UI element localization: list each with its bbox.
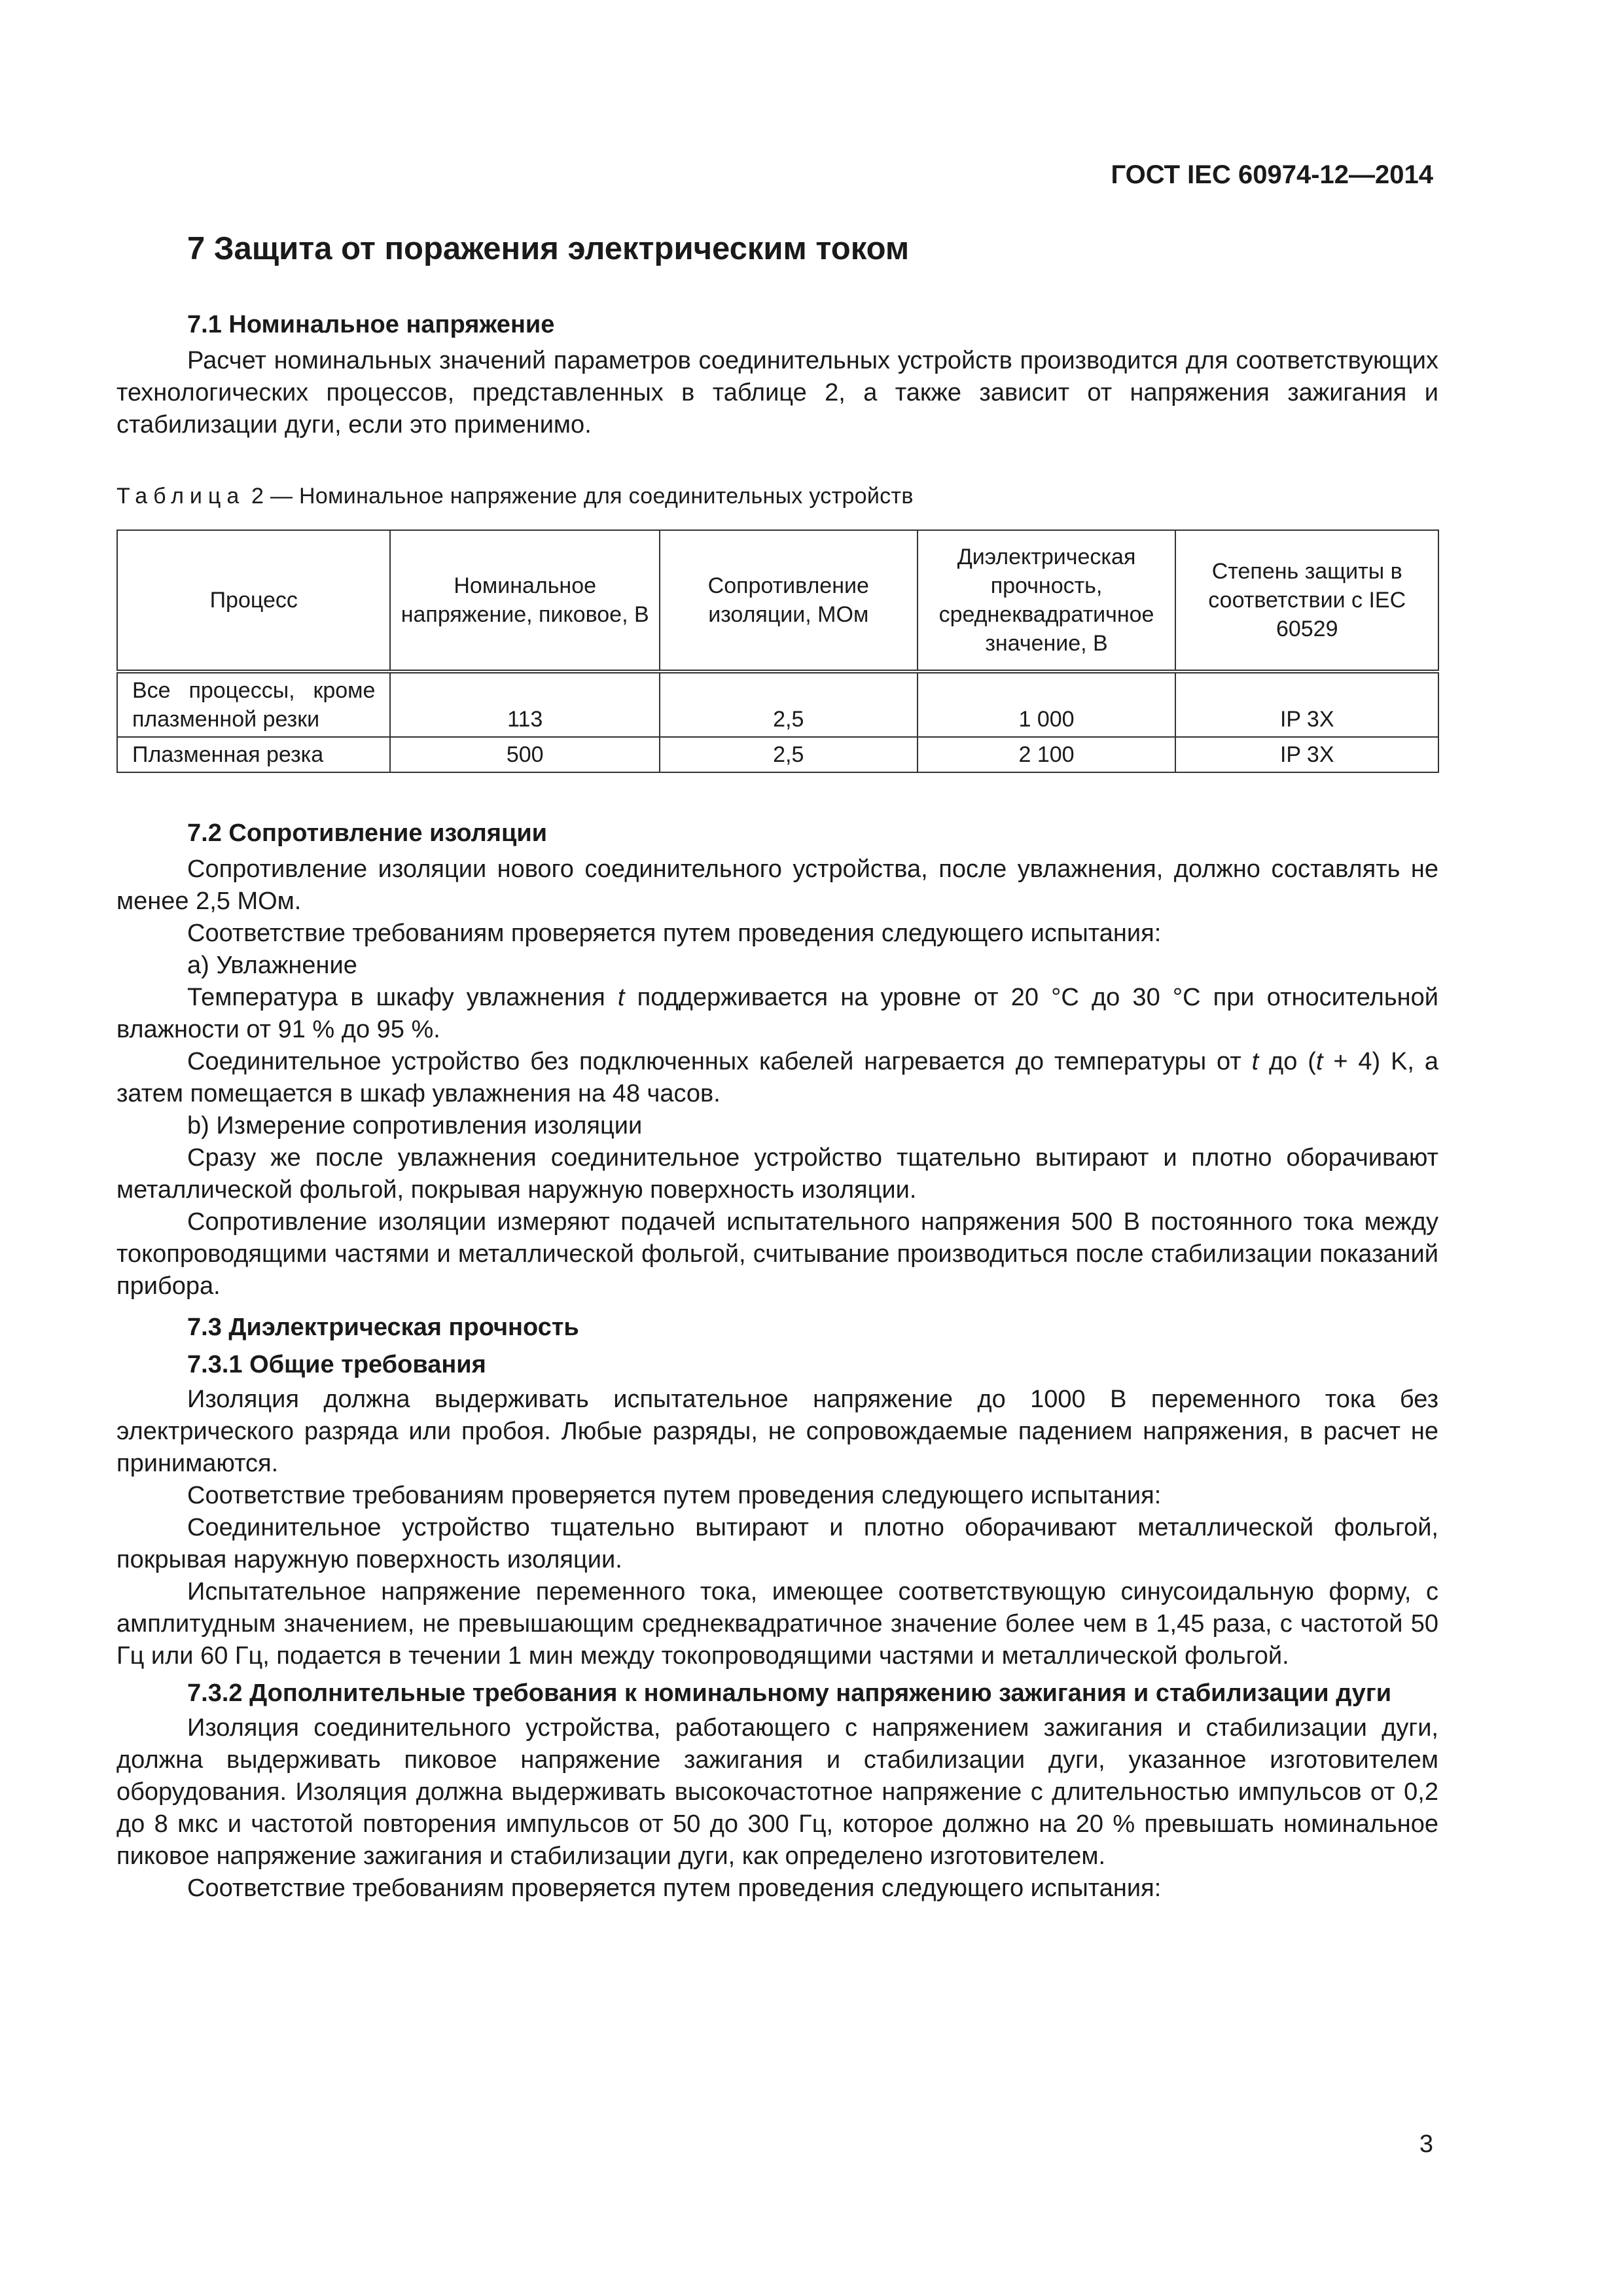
- table-header-row: [117, 530, 1438, 672]
- cell-ip: IP 3X: [1175, 672, 1438, 737]
- standard-code: ГОСТ IEC 60974-12—2014: [1111, 160, 1433, 189]
- variable-t: t: [1315, 1048, 1323, 1075]
- paragraph: Расчет номинальных значений параметров соединительных устройств производится для соответствующих технологических процессов, представленных в таблице 2, а также зависит от напряжения зажигания и стабилизации дуги, если это применимо.: [116, 347, 1438, 439]
- table-row: [117, 672, 1438, 737]
- process-line-1: Плазменная резка: [132, 742, 324, 767]
- section-7-title: 7 Защита от поражения электрическим током: [187, 231, 910, 266]
- header-dielectric-strength: Диэлектрическая прочность, среднеквадратичное значение, В: [918, 530, 1176, 672]
- process-line-1: Все процессы, кроме: [132, 678, 376, 703]
- section-7-3-1-title: 7.3.1 Общие требования: [187, 1351, 486, 1378]
- cell-voltage: 500: [390, 737, 660, 772]
- cell-process: [117, 737, 390, 772]
- list-item-a: a) Увлажнение: [187, 952, 357, 979]
- rated-voltage-table: [116, 529, 1439, 773]
- paragraph: Соответствие требованиям проверяется путем проведения следующего испытания:: [187, 920, 1162, 947]
- paragraph: Сразу же после увлажнения соединительное устройство тщательно вытирают и плотно оборачивают металлической фольгой, покрывая наружную поверхность изоляции.: [116, 1144, 1438, 1204]
- paragraph: [116, 1046, 1438, 1110]
- cell-voltage: 113: [390, 672, 660, 737]
- table-caption-text: 2 — Номинальное напряжение для соединительных устройств: [245, 484, 914, 509]
- process-line-2: плазменной резки: [132, 707, 320, 732]
- section-7-1-title: 7.1 Номинальное напряжение: [187, 311, 555, 338]
- paragraph: Соответствие требованиям проверяется путем проведения следующего испытания:: [187, 1874, 1162, 1902]
- page-number: 3: [1419, 2130, 1433, 2158]
- cell-ip: IP 3X: [1175, 737, 1438, 772]
- text-run: до (: [1258, 1048, 1316, 1075]
- paragraph: Изоляция должна выдерживать испытательное напряжение до 1000 В переменного тока без электрического разряда или пробоя. Любые разряды, не сопровождаемые падением напряжения, в расчет не принимаются.: [116, 1386, 1438, 1477]
- paragraph: Сопротивление изоляции нового соединительного устройства, после увлажнения, должно составлять не менее 2,5 МОм.: [116, 855, 1438, 915]
- paragraph: Соединительное устройство тщательно вытирают и плотно оборачивают металлической фольгой, покрывая наружную поверхность изоляции.: [116, 1514, 1438, 1573]
- table-caption-prefix: Таблица: [116, 484, 245, 509]
- table-row: [117, 737, 1438, 772]
- page-content: [116, 229, 1438, 1905]
- section-7-3-title: 7.3 Диэлектрическая прочность: [187, 1314, 579, 1341]
- paragraph: Испытательное напряжение переменного тока, имеющее соответствующую синусоидальную форму, с амплитудным значением, не превышающим среднеквадратичное значение более чем в 1,45 раза, с частотой 50 Гц или 60 Гц, подается в течении 1 мин между токопроводящими частями и металлической фольгой.: [116, 1578, 1438, 1670]
- list-item-b: b) Измерение сопротивления изоляции: [187, 1112, 643, 1139]
- section-7-2-title: 7.2 Сопротивление изоляции: [187, 819, 548, 847]
- header-protection-degree: Степень защиты в соответствии с IEC 60529: [1175, 530, 1438, 672]
- text-run: поддерживается на уровне от 20 °С до 30 °С при относительной влажности от 91 % до 95 %.: [116, 984, 1438, 1043]
- text-run: Соединительное устройство без подключенных кабелей нагревается до температуры от: [187, 1048, 1252, 1075]
- header-insulation-resistance: Сопротивление изоляции, МОм: [660, 530, 918, 672]
- cell-dielectric: 2 100: [918, 737, 1176, 772]
- cell-process: [117, 672, 390, 737]
- variable-t: t: [1251, 1048, 1259, 1075]
- cell-resistance: 2,5: [660, 737, 918, 772]
- text-run: + 4) K, а затем помещается в шкаф увлажнения на 48 часов.: [116, 1048, 1439, 1107]
- section-7-3-2-title: 7.3.2 Дополнительные требования к номинальному напряжению зажигания и стабилизации дуги: [187, 1679, 1392, 1707]
- paragraph: Соответствие требованиям проверяется путем проведения следующего испытания:: [187, 1482, 1162, 1509]
- cell-dielectric: 1 000: [918, 672, 1176, 737]
- paragraph: Изоляция соединительного устройства, работающего с напряжением зажигания и стабилизации дуги, должна выдерживать пиковое напряжение зажигания и стабилизации дуги, указанное изготовителем оборудования. Изоляция должна выдерживать высокочастотное напряжение с длительностью импульсов от 0,2 до 8 мкс и частотой повторения импульсов от 50 до 300 Гц, которое должно на 20 % превышать номинальное пиковое напряжение зажигания и стабилизации дуги, как определено изготовителем.: [116, 1714, 1438, 1870]
- header-process: Процесс: [117, 530, 390, 672]
- cell-resistance: 2,5: [660, 672, 918, 737]
- table-caption: [116, 480, 1438, 512]
- header-rated-voltage: Номинальное напряжение, пиковое, В: [390, 530, 660, 672]
- text-run: Температура в шкафу увлажнения: [187, 984, 618, 1011]
- paragraph: [116, 982, 1438, 1046]
- variable-t: t: [617, 984, 625, 1011]
- paragraph: Сопротивление изоляции измеряют подачей испытательного напряжения 500 В постоянного тока между токопроводящими частями и металлической фольгой, считывание производиться после стабилизации показаний прибора.: [116, 1208, 1438, 1300]
